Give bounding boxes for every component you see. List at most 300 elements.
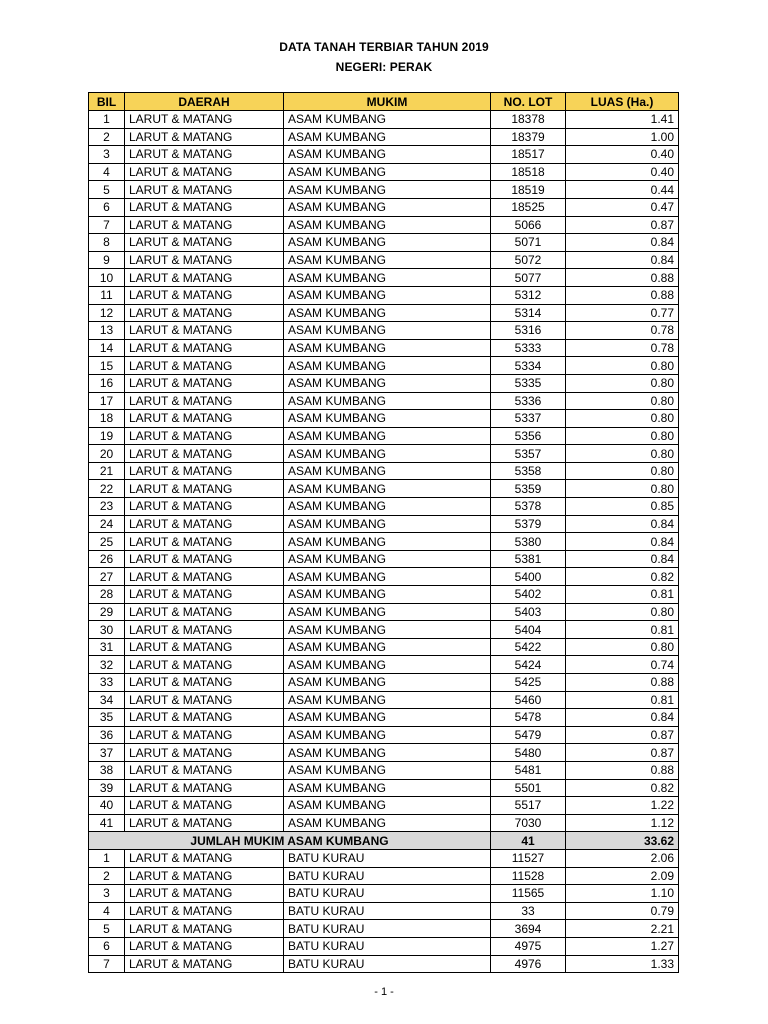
luas-cell: 1.10 xyxy=(566,885,679,903)
daerah-cell: LARUT & MATANG xyxy=(125,691,284,709)
bil-cell: 1 xyxy=(89,111,125,129)
lot-cell: 5480 xyxy=(491,744,566,762)
table-row xyxy=(89,533,679,551)
lot-cell: 5312 xyxy=(491,286,566,304)
table-row xyxy=(89,339,679,357)
table-row xyxy=(89,234,679,252)
bil-cell: 18 xyxy=(89,410,125,428)
mukim-cell: ASAM KUMBANG xyxy=(284,322,491,340)
summary-row xyxy=(89,832,679,850)
lot-cell: 5378 xyxy=(491,498,566,516)
bil-cell: 29 xyxy=(89,603,125,621)
lot-cell: 5334 xyxy=(491,357,566,375)
lot-cell: 3694 xyxy=(491,920,566,938)
table-row xyxy=(89,480,679,498)
bil-cell: 16 xyxy=(89,374,125,392)
mukim-cell: ASAM KUMBANG xyxy=(284,674,491,692)
column-header-mukim: MUKIM xyxy=(284,93,491,111)
mukim-cell: ASAM KUMBANG xyxy=(284,797,491,815)
table-row xyxy=(89,146,679,164)
lot-cell: 5460 xyxy=(491,691,566,709)
table-row xyxy=(89,902,679,920)
luas-cell: 0.85 xyxy=(566,498,679,516)
luas-cell: 0.40 xyxy=(566,163,679,181)
mukim-cell: ASAM KUMBANG xyxy=(284,163,491,181)
luas-cell: 0.80 xyxy=(566,357,679,375)
bil-cell: 8 xyxy=(89,234,125,252)
luas-cell: 0.80 xyxy=(566,480,679,498)
table-row xyxy=(89,498,679,516)
daerah-cell: LARUT & MATANG xyxy=(125,656,284,674)
luas-cell: 0.80 xyxy=(566,374,679,392)
table-row xyxy=(89,251,679,269)
mukim-cell: ASAM KUMBANG xyxy=(284,410,491,428)
lot-cell: 5479 xyxy=(491,726,566,744)
page-number: - 1 - xyxy=(374,986,394,998)
lot-cell: 5359 xyxy=(491,480,566,498)
bil-cell: 34 xyxy=(89,691,125,709)
table-row xyxy=(89,269,679,287)
lot-cell: 5077 xyxy=(491,269,566,287)
daerah-cell: LARUT & MATANG xyxy=(125,286,284,304)
luas-cell: 1.22 xyxy=(566,797,679,815)
mukim-cell: ASAM KUMBANG xyxy=(284,533,491,551)
mukim-cell: ASAM KUMBANG xyxy=(284,286,491,304)
lot-cell: 5402 xyxy=(491,586,566,604)
table-row xyxy=(89,656,679,674)
daerah-cell: LARUT & MATANG xyxy=(125,427,284,445)
mukim-cell: ASAM KUMBANG xyxy=(284,357,491,375)
table-row xyxy=(89,322,679,340)
daerah-cell: LARUT & MATANG xyxy=(125,251,284,269)
asam-kumbang-rows xyxy=(89,111,679,832)
luas-cell: 0.84 xyxy=(566,515,679,533)
bil-cell: 30 xyxy=(89,621,125,639)
luas-cell: 0.88 xyxy=(566,761,679,779)
mukim-cell: ASAM KUMBANG xyxy=(284,304,491,322)
column-header-no-lot: NO. LOT xyxy=(491,93,566,111)
daerah-cell: LARUT & MATANG xyxy=(125,128,284,146)
luas-cell: 0.84 xyxy=(566,550,679,568)
bil-cell: 12 xyxy=(89,304,125,322)
table-row xyxy=(89,779,679,797)
bil-cell: 40 xyxy=(89,797,125,815)
bil-cell: 26 xyxy=(89,550,125,568)
bil-cell: 39 xyxy=(89,779,125,797)
luas-cell: 0.87 xyxy=(566,216,679,234)
lot-cell: 5357 xyxy=(491,445,566,463)
daerah-cell: LARUT & MATANG xyxy=(125,146,284,164)
lot-cell: 5072 xyxy=(491,251,566,269)
daerah-cell: LARUT & MATANG xyxy=(125,779,284,797)
bil-cell: 3 xyxy=(89,146,125,164)
table-row xyxy=(89,744,679,762)
mukim-cell: ASAM KUMBANG xyxy=(284,726,491,744)
table-row xyxy=(89,550,679,568)
table-row xyxy=(89,216,679,234)
table-row xyxy=(89,691,679,709)
table-row xyxy=(89,111,679,129)
bil-cell: 7 xyxy=(89,216,125,234)
table-row xyxy=(89,867,679,885)
daerah-cell: LARUT & MATANG xyxy=(125,480,284,498)
luas-cell: 0.84 xyxy=(566,251,679,269)
lot-cell: 5424 xyxy=(491,656,566,674)
mukim-cell: ASAM KUMBANG xyxy=(284,146,491,164)
table-row xyxy=(89,427,679,445)
table-row xyxy=(89,920,679,938)
daerah-cell: LARUT & MATANG xyxy=(125,198,284,216)
bil-cell: 36 xyxy=(89,726,125,744)
lot-cell: 5481 xyxy=(491,761,566,779)
luas-cell: 0.80 xyxy=(566,427,679,445)
lot-cell: 18378 xyxy=(491,111,566,129)
bil-cell: 2 xyxy=(89,867,125,885)
luas-cell: 0.81 xyxy=(566,621,679,639)
table-header-row xyxy=(89,93,679,111)
table-row xyxy=(89,515,679,533)
table-row xyxy=(89,163,679,181)
mukim-cell: ASAM KUMBANG xyxy=(284,445,491,463)
bil-cell: 17 xyxy=(89,392,125,410)
bil-cell: 4 xyxy=(89,163,125,181)
luas-cell: 0.81 xyxy=(566,691,679,709)
daerah-cell: LARUT & MATANG xyxy=(125,920,284,938)
luas-cell: 0.84 xyxy=(566,709,679,727)
lot-cell: 18517 xyxy=(491,146,566,164)
mukim-cell: ASAM KUMBANG xyxy=(284,550,491,568)
mukim-cell: ASAM KUMBANG xyxy=(284,709,491,727)
lot-cell: 5422 xyxy=(491,638,566,656)
lot-cell: 5333 xyxy=(491,339,566,357)
luas-cell: 2.06 xyxy=(566,849,679,867)
bil-cell: 19 xyxy=(89,427,125,445)
lot-cell: 11565 xyxy=(491,885,566,903)
luas-cell: 0.84 xyxy=(566,234,679,252)
lot-cell: 18518 xyxy=(491,163,566,181)
daerah-cell: LARUT & MATANG xyxy=(125,339,284,357)
daerah-cell: LARUT & MATANG xyxy=(125,111,284,129)
luas-cell: 0.80 xyxy=(566,462,679,480)
mukim-cell: ASAM KUMBANG xyxy=(284,515,491,533)
bil-cell: 14 xyxy=(89,339,125,357)
table-row xyxy=(89,410,679,428)
daerah-cell: LARUT & MATANG xyxy=(125,586,284,604)
luas-cell: 0.77 xyxy=(566,304,679,322)
bil-cell: 22 xyxy=(89,480,125,498)
daerah-cell: LARUT & MATANG xyxy=(125,498,284,516)
luas-cell: 0.84 xyxy=(566,533,679,551)
mukim-cell: ASAM KUMBANG xyxy=(284,779,491,797)
luas-cell: 1.27 xyxy=(566,937,679,955)
luas-cell: 0.47 xyxy=(566,198,679,216)
bil-cell: 6 xyxy=(89,937,125,955)
bil-cell: 13 xyxy=(89,322,125,340)
daerah-cell: LARUT & MATANG xyxy=(125,216,284,234)
table-row xyxy=(89,586,679,604)
lot-cell: 5071 xyxy=(491,234,566,252)
luas-cell: 1.12 xyxy=(566,814,679,832)
bil-cell: 7 xyxy=(89,955,125,973)
table-row xyxy=(89,955,679,973)
lot-cell: 5400 xyxy=(491,568,566,586)
land-data-table xyxy=(88,92,679,973)
mukim-cell: ASAM KUMBANG xyxy=(284,761,491,779)
lot-cell: 18379 xyxy=(491,128,566,146)
bil-cell: 28 xyxy=(89,586,125,604)
column-header-daerah: DAERAH xyxy=(125,93,284,111)
daerah-cell: LARUT & MATANG xyxy=(125,515,284,533)
daerah-cell: LARUT & MATANG xyxy=(125,814,284,832)
bil-cell: 27 xyxy=(89,568,125,586)
daerah-cell: LARUT & MATANG xyxy=(125,621,284,639)
bil-cell: 15 xyxy=(89,357,125,375)
bil-cell: 5 xyxy=(89,920,125,938)
daerah-cell: LARUT & MATANG xyxy=(125,410,284,428)
table-row xyxy=(89,462,679,480)
lot-cell: 5403 xyxy=(491,603,566,621)
lot-cell: 5335 xyxy=(491,374,566,392)
table-row xyxy=(89,709,679,727)
luas-cell: 0.80 xyxy=(566,410,679,428)
daerah-cell: LARUT & MATANG xyxy=(125,163,284,181)
bil-cell: 21 xyxy=(89,462,125,480)
lot-cell: 11527 xyxy=(491,849,566,867)
luas-cell: 0.40 xyxy=(566,146,679,164)
mukim-cell: BATU KURAU xyxy=(284,885,491,903)
table-row xyxy=(89,937,679,955)
summary-label: JUMLAH MUKIM ASAM KUMBANG xyxy=(89,832,491,850)
document-subtitle: NEGERI: PERAK xyxy=(335,60,433,74)
column-header-bil: BIL xyxy=(89,93,125,111)
lot-cell: 5380 xyxy=(491,533,566,551)
bil-cell: 10 xyxy=(89,269,125,287)
table-row xyxy=(89,726,679,744)
luas-cell: 2.09 xyxy=(566,867,679,885)
mukim-cell: BATU KURAU xyxy=(284,902,491,920)
bil-cell: 33 xyxy=(89,674,125,692)
lot-cell: 5314 xyxy=(491,304,566,322)
table-row xyxy=(89,198,679,216)
bil-cell: 3 xyxy=(89,885,125,903)
mukim-cell: ASAM KUMBANG xyxy=(284,198,491,216)
mukim-cell: ASAM KUMBANG xyxy=(284,111,491,129)
daerah-cell: LARUT & MATANG xyxy=(125,392,284,410)
table-row xyxy=(89,621,679,639)
daerah-cell: LARUT & MATANG xyxy=(125,726,284,744)
lot-cell: 5425 xyxy=(491,674,566,692)
table-row xyxy=(89,568,679,586)
table-row xyxy=(89,392,679,410)
lot-cell: 5356 xyxy=(491,427,566,445)
table-row xyxy=(89,603,679,621)
luas-cell: 0.88 xyxy=(566,286,679,304)
lot-cell: 5381 xyxy=(491,550,566,568)
luas-cell: 0.82 xyxy=(566,568,679,586)
lot-cell: 18525 xyxy=(491,198,566,216)
mukim-cell: ASAM KUMBANG xyxy=(284,128,491,146)
lot-cell: 5478 xyxy=(491,709,566,727)
asam-kumbang-summary xyxy=(89,832,679,850)
bil-cell: 1 xyxy=(89,849,125,867)
daerah-cell: LARUT & MATANG xyxy=(125,797,284,815)
luas-cell: 0.78 xyxy=(566,322,679,340)
lot-cell: 5337 xyxy=(491,410,566,428)
luas-cell: 0.87 xyxy=(566,726,679,744)
table-row xyxy=(89,374,679,392)
luas-cell: 0.78 xyxy=(566,339,679,357)
luas-cell: 0.79 xyxy=(566,902,679,920)
bil-cell: 6 xyxy=(89,198,125,216)
bil-cell: 31 xyxy=(89,638,125,656)
bil-cell: 32 xyxy=(89,656,125,674)
luas-cell: 0.44 xyxy=(566,181,679,199)
mukim-cell: ASAM KUMBANG xyxy=(284,480,491,498)
mukim-cell: ASAM KUMBANG xyxy=(284,392,491,410)
mukim-cell: ASAM KUMBANG xyxy=(284,498,491,516)
batu-kurau-rows xyxy=(89,849,679,972)
daerah-cell: LARUT & MATANG xyxy=(125,885,284,903)
daerah-cell: LARUT & MATANG xyxy=(125,322,284,340)
mukim-cell: ASAM KUMBANG xyxy=(284,427,491,445)
table-row xyxy=(89,849,679,867)
bil-cell: 38 xyxy=(89,761,125,779)
mukim-cell: ASAM KUMBANG xyxy=(284,568,491,586)
daerah-cell: LARUT & MATANG xyxy=(125,234,284,252)
daerah-cell: LARUT & MATANG xyxy=(125,357,284,375)
mukim-cell: ASAM KUMBANG xyxy=(284,586,491,604)
daerah-cell: LARUT & MATANG xyxy=(125,937,284,955)
table-row xyxy=(89,674,679,692)
daerah-cell: LARUT & MATANG xyxy=(125,603,284,621)
lot-cell: 11528 xyxy=(491,867,566,885)
mukim-cell: ASAM KUMBANG xyxy=(284,339,491,357)
daerah-cell: LARUT & MATANG xyxy=(125,269,284,287)
daerah-cell: LARUT & MATANG xyxy=(125,550,284,568)
luas-cell: 0.87 xyxy=(566,744,679,762)
bil-cell: 20 xyxy=(89,445,125,463)
lot-cell: 4976 xyxy=(491,955,566,973)
mukim-cell: ASAM KUMBANG xyxy=(284,814,491,832)
mukim-cell: ASAM KUMBANG xyxy=(284,234,491,252)
mukim-cell: ASAM KUMBANG xyxy=(284,181,491,199)
luas-cell: 0.80 xyxy=(566,638,679,656)
lot-cell: 5517 xyxy=(491,797,566,815)
table-row xyxy=(89,128,679,146)
daerah-cell: LARUT & MATANG xyxy=(125,955,284,973)
luas-cell: 1.33 xyxy=(566,955,679,973)
lot-cell: 5316 xyxy=(491,322,566,340)
daerah-cell: LARUT & MATANG xyxy=(125,744,284,762)
mukim-cell: BATU KURAU xyxy=(284,849,491,867)
luas-cell: 0.80 xyxy=(566,603,679,621)
bil-cell: 37 xyxy=(89,744,125,762)
table-row xyxy=(89,304,679,322)
mukim-cell: ASAM KUMBANG xyxy=(284,462,491,480)
mukim-cell: BATU KURAU xyxy=(284,920,491,938)
bil-cell: 2 xyxy=(89,128,125,146)
luas-cell: 0.81 xyxy=(566,586,679,604)
daerah-cell: LARUT & MATANG xyxy=(125,568,284,586)
lot-cell: 4975 xyxy=(491,937,566,955)
bil-cell: 35 xyxy=(89,709,125,727)
daerah-cell: LARUT & MATANG xyxy=(125,374,284,392)
mukim-cell: ASAM KUMBANG xyxy=(284,621,491,639)
mukim-cell: BATU KURAU xyxy=(284,867,491,885)
lot-cell: 33 xyxy=(491,902,566,920)
lot-cell: 5066 xyxy=(491,216,566,234)
table-row xyxy=(89,814,679,832)
lot-cell: 7030 xyxy=(491,814,566,832)
luas-cell: 1.41 xyxy=(566,111,679,129)
table-row xyxy=(89,761,679,779)
mukim-cell: ASAM KUMBANG xyxy=(284,744,491,762)
mukim-cell: ASAM KUMBANG xyxy=(284,656,491,674)
luas-cell: 0.80 xyxy=(566,392,679,410)
bil-cell: 9 xyxy=(89,251,125,269)
document-title: DATA TANAH TERBIAR TAHUN 2019 xyxy=(279,40,489,54)
column-header-luas: LUAS (Ha.) xyxy=(566,93,679,111)
lot-cell: 5379 xyxy=(491,515,566,533)
summary-count: 41 xyxy=(491,832,566,850)
mukim-cell: ASAM KUMBANG xyxy=(284,691,491,709)
bil-cell: 25 xyxy=(89,533,125,551)
luas-cell: 0.74 xyxy=(566,656,679,674)
luas-cell: 2.21 xyxy=(566,920,679,938)
daerah-cell: LARUT & MATANG xyxy=(125,304,284,322)
summary-total: 33.62 xyxy=(566,832,679,850)
daerah-cell: LARUT & MATANG xyxy=(125,445,284,463)
bil-cell: 41 xyxy=(89,814,125,832)
luas-cell: 1.00 xyxy=(566,128,679,146)
table-row xyxy=(89,286,679,304)
mukim-cell: ASAM KUMBANG xyxy=(284,216,491,234)
mukim-cell: ASAM KUMBANG xyxy=(284,603,491,621)
bil-cell: 23 xyxy=(89,498,125,516)
table-row xyxy=(89,638,679,656)
luas-cell: 0.80 xyxy=(566,445,679,463)
luas-cell: 0.82 xyxy=(566,779,679,797)
table-row xyxy=(89,885,679,903)
mukim-cell: ASAM KUMBANG xyxy=(284,374,491,392)
bil-cell: 5 xyxy=(89,181,125,199)
lot-cell: 5336 xyxy=(491,392,566,410)
daerah-cell: LARUT & MATANG xyxy=(125,181,284,199)
bil-cell: 11 xyxy=(89,286,125,304)
lot-cell: 5404 xyxy=(491,621,566,639)
daerah-cell: LARUT & MATANG xyxy=(125,674,284,692)
bil-cell: 4 xyxy=(89,902,125,920)
daerah-cell: LARUT & MATANG xyxy=(125,533,284,551)
daerah-cell: LARUT & MATANG xyxy=(125,849,284,867)
mukim-cell: ASAM KUMBANG xyxy=(284,251,491,269)
mukim-cell: ASAM KUMBANG xyxy=(284,638,491,656)
lot-cell: 5358 xyxy=(491,462,566,480)
mukim-cell: ASAM KUMBANG xyxy=(284,269,491,287)
daerah-cell: LARUT & MATANG xyxy=(125,462,284,480)
daerah-cell: LARUT & MATANG xyxy=(125,761,284,779)
daerah-cell: LARUT & MATANG xyxy=(125,709,284,727)
bil-cell: 24 xyxy=(89,515,125,533)
daerah-cell: LARUT & MATANG xyxy=(125,638,284,656)
mukim-cell: BATU KURAU xyxy=(284,955,491,973)
daerah-cell: LARUT & MATANG xyxy=(125,867,284,885)
table-row xyxy=(89,181,679,199)
mukim-cell: BATU KURAU xyxy=(284,937,491,955)
daerah-cell: LARUT & MATANG xyxy=(125,902,284,920)
lot-cell: 5501 xyxy=(491,779,566,797)
table-row xyxy=(89,445,679,463)
